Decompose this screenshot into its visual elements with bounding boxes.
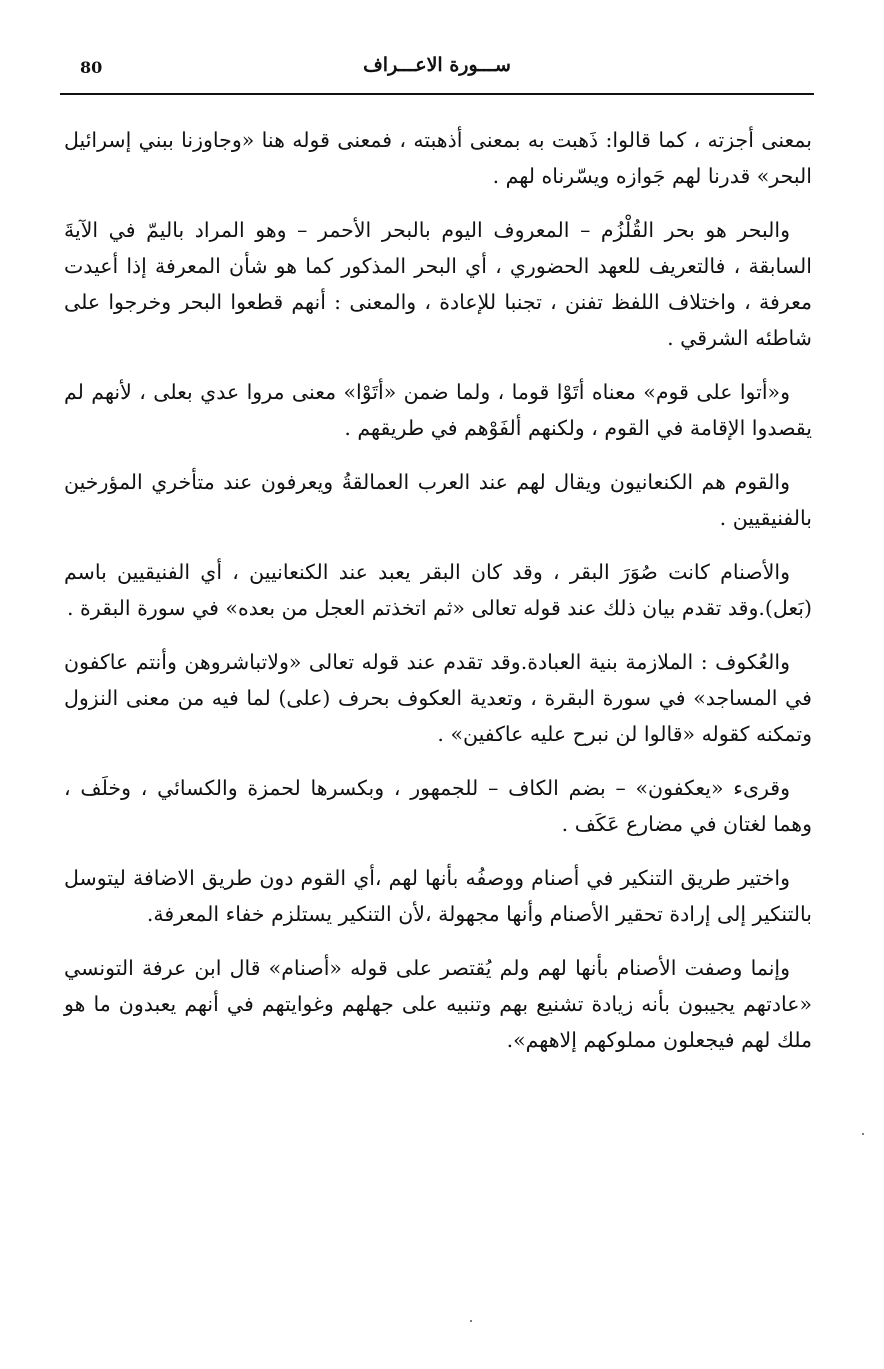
scan-speck	[862, 1133, 864, 1135]
paragraph: بمعنى أجزته ، كما قالوا: ذَهبت به بمعنى أذهبته ، فمعنى قوله هنا «وجاوزنا ببني إسرائيل البحر» قدرنا لهم جَوازه ويسّرناه لهم .	[64, 128, 812, 188]
paragraph: والأصنام كانت صُوَرَ البقر ، وقد كان البقر يعبد عند الكنعانيين ، أي الفنيقيين باسم (بَعل).وقد تقدم بيان ذلك عند قوله تعالى «ثم اتخذتم العجل من بعده» في سورة البقرة .	[64, 560, 812, 620]
page-number: 80	[80, 58, 103, 77]
paragraph: واختير طريق التنكير في أصنام ووصفُه بأنها لهم ،أي القوم دون طريق الاضافة ليتوسل بالتنكير إلى إرادة تحقير الأصنام وأنها مجهولة ،لأن التنكير يستلزم خفاء المعرفة.	[64, 866, 812, 926]
scan-speck	[470, 1320, 472, 1322]
paragraph: وإنما وصفت الأصنام بأنها لهم ولم يُقتصر على قوله «أصنام» قال ابن عرفة التونسي «عادتهم يجيبون بأنه زيادة تشنيع بهم وتنبيه على جهلهم وغوايتهم في أنهم يعبدون ما هو ملك لهم فيجعلون مملوكهم إلاههم».	[64, 956, 812, 1052]
paragraph: و«أتوا على قوم» معناه أتَوْا قوما ، ولما ضمن «أتَوْا» معنى مروا عدي بعلى ، لأنهم لم يقصدوا الإقامة في القوم ، ولكنهم ألفَوْهم في طريقهم .	[64, 380, 812, 440]
page-header	[60, 52, 814, 92]
body-text	[64, 122, 812, 1076]
paragraph: وقرىء «يعكفون» – بضم الكاف – للجمهور ، وبكسرها لحمزة والكسائي ، وخلَف ، وهما لغتان في مضارع عَكَف .	[64, 776, 812, 836]
paragraph: والقوم هم الكنعانيون ويقال لهم عند العرب العمالقةُ ويعرفون عند متأخري المؤرخين بالفنيقيين .	[64, 470, 812, 530]
paragraph: والبحر هو بحر القُلْزُم – المعروف اليوم بالبحر الأحمر – وهو المراد باليمّ في الآيةَ السابقة ، فالتعريف للعهد الحضوري ، أي البحر المذكور كما هو شأن المعرفة إذا أعيدت معرفة ، واختلاف اللفظ تفنن ، تجنبا للإعادة ، والمعنى : أنهم قطعوا البحر وخرجوا على شاطئه الشرقي .	[64, 218, 812, 350]
running-title: ســـورة الاعـــراف	[363, 54, 511, 76]
paragraph: والعُكوف : الملازمة بنية العبادة.وقد تقدم عند قوله تعالى «ولاتباشروهن وأنتم عاكفون في المساجد» في سورة البقرة ، وتعدية العكوف بحرف (على) لما فيه من معنى النزول وتمكنه كقوله «قالوا لن نبرح عليه عاكفين» .	[64, 650, 812, 746]
header-rule	[60, 93, 814, 95]
